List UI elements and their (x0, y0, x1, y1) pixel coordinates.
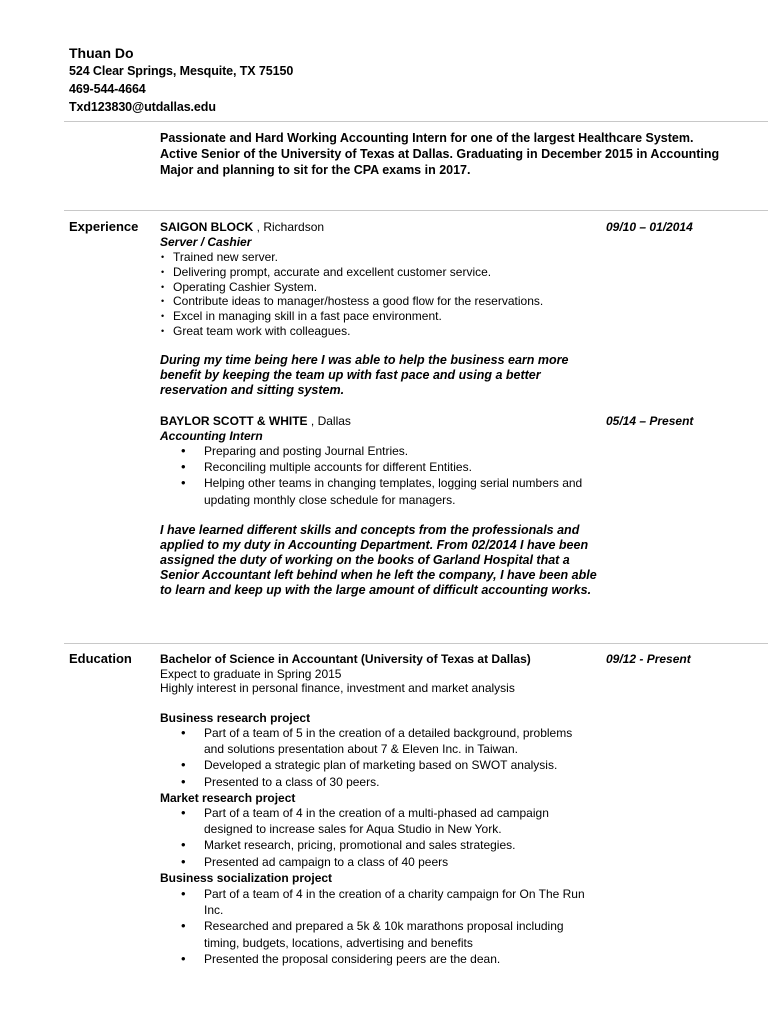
email: Txd123830@utdallas.edu (69, 100, 216, 114)
project-title: Business socialization project (160, 871, 333, 885)
list-item: • Part of a team of 5 in the creation of a detailed background, problems and solutions presentation about 7 & Eleven Inc. in Taiwan. (160, 725, 590, 757)
list-item: • Reconciling multiple accounts for different Entities. (160, 459, 592, 475)
list-item: • Presented the proposal considering peers are the dean. (160, 951, 590, 967)
degree: Bachelor of Science in Accountant (University of Texas at Dallas) (160, 652, 531, 666)
list-item: • Excel in managing skill in a fast pace environment. (160, 309, 590, 324)
project-title: Market research project (160, 791, 296, 805)
job-dates: 09/10 – 01/2014 (606, 220, 693, 234)
list-item: • Delivering prompt, accurate and excellent customer service. (160, 265, 590, 280)
project-bullets (160, 886, 590, 967)
job-role: Server / Cashier (160, 235, 252, 249)
job-title-line (160, 220, 324, 234)
list-item: • Market research, pricing, promotional and sales strategies. (160, 837, 590, 853)
job-location: , Dallas (307, 414, 351, 428)
project-bullets (160, 805, 590, 870)
job-company: BAYLOR SCOTT & WHITE (160, 414, 308, 428)
education-dates: 09/12 - Present (606, 652, 691, 666)
job-location: , Richardson (253, 220, 325, 234)
job-company: SAIGON BLOCK (160, 220, 254, 234)
phone: 469-544-4664 (69, 82, 146, 96)
list-item: • Preparing and posting Journal Entries. (160, 443, 592, 459)
interests: Highly interest in personal finance, investment and market analysis (160, 681, 515, 695)
experience-heading: Experience (69, 219, 139, 234)
summary: Passionate and Hard Working Accounting Intern for one of the largest Healthcare System. Active Senior of the University of Texas at Dallas. Graduating in December 2015 in Accounting Major and planning to sit for the CPA exams in 2017. (160, 131, 720, 177)
expected-graduation: Expect to graduate in Spring 2015 (160, 667, 342, 681)
job-title-line (160, 414, 351, 428)
address: 524 Clear Springs, Mesquite, TX 75150 (69, 64, 294, 78)
applicant-name: Thuan Do (69, 45, 134, 61)
list-item: • Helping other teams in changing templates, logging serial numbers and updating monthly close schedule for managers. (160, 475, 592, 507)
list-item: • Presented ad campaign to a class of 40 peers (160, 854, 590, 870)
list-item: • Great team work with colleagues. (160, 324, 590, 339)
list-item: • Developed a strategic plan of marketing based on SWOT analysis. (160, 757, 590, 773)
education-heading: Education (69, 651, 132, 666)
list-item: • Trained new server. (160, 250, 590, 265)
experience-divider (64, 643, 768, 644)
project-bullets (160, 725, 590, 790)
summary-divider (64, 210, 768, 211)
list-item: • Contribute ideas to manager/hostess a good flow for the reservations. (160, 294, 590, 309)
header-divider (64, 121, 768, 122)
job-role: Accounting Intern (160, 429, 263, 443)
project-title: Business research project (160, 711, 311, 725)
list-item: • Researched and prepared a 5k & 10k marathons proposal including timing, budgets, locations, advertising and benefits (160, 918, 590, 950)
job-duties-list (160, 443, 592, 508)
job-reflection: During my time being here I was able to help the business earn more benefit by keeping the team up with fast pace and using a better reservation and sitting system. (160, 353, 569, 397)
list-item: • Part of a team of 4 in the creation of a multi-phased ad campaign designed to increase sales for Aqua Studio in New York. (160, 805, 590, 837)
job-duties-list (160, 250, 590, 339)
job-reflection: I have learned different skills and concepts from the professionals and applied to my duty in Accounting Department. From 02/2014 I have been assigned the duty of working on the books of Garland Hospital that a Senior Accountant left behind when he left the company, I have been able to learn and keep up with the large amount of difficult accounting works. (160, 523, 597, 597)
list-item: • Operating Cashier System. (160, 280, 590, 295)
list-item: • Part of a team of 4 in the creation of a charity campaign for On The Run Inc. (160, 886, 590, 918)
list-item: • Presented to a class of 30 peers. (160, 774, 590, 790)
job-dates: 05/14 – Present (606, 414, 694, 428)
